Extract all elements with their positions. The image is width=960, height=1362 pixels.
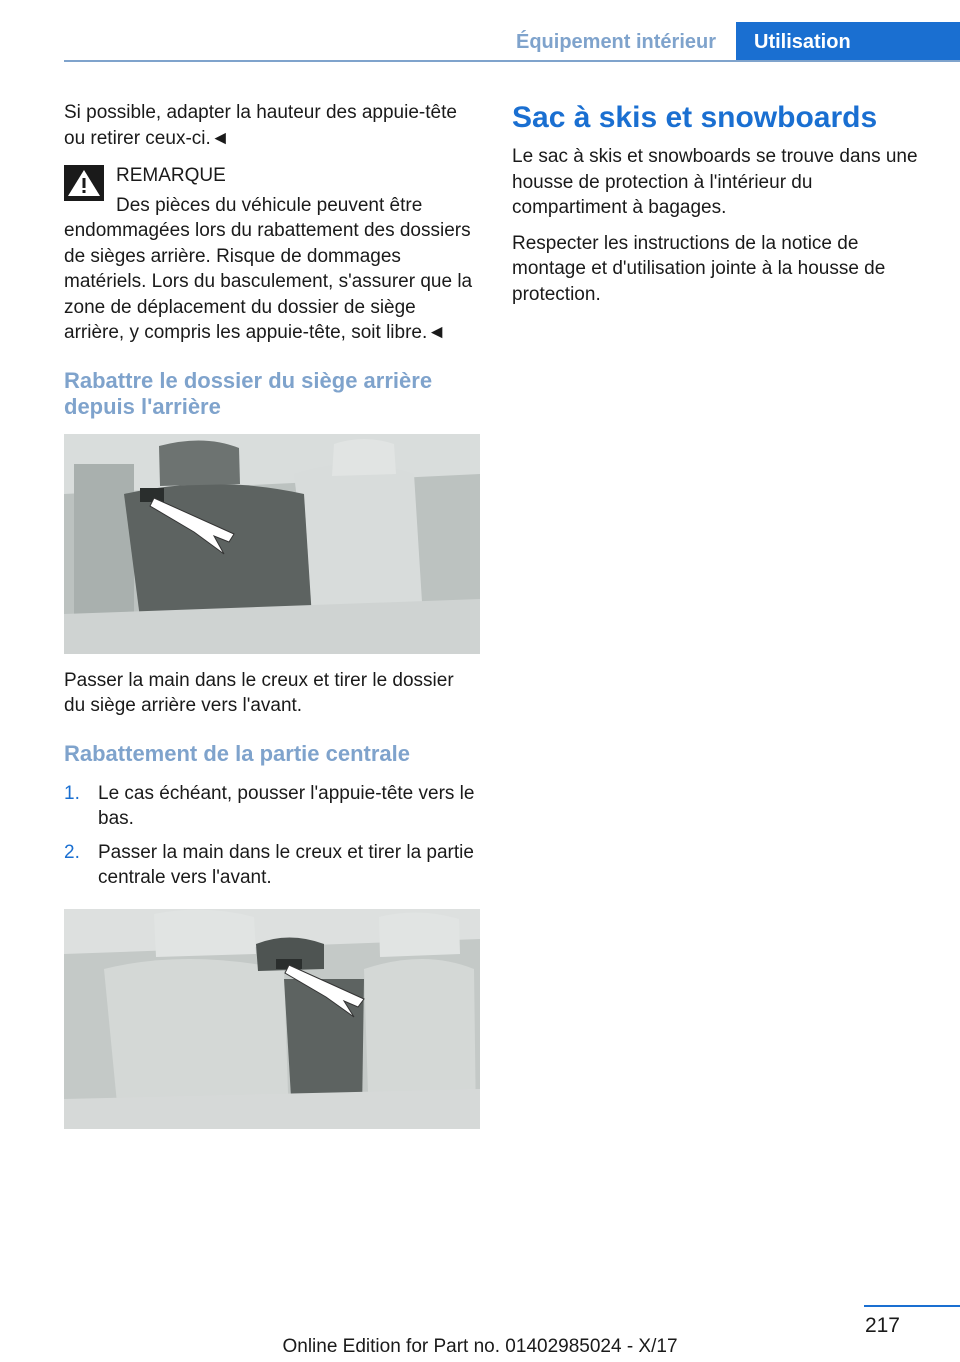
warning-text: Des pièces du véhicule peuvent être endommagées lors du rabattement des dossiers de sièges arrière. Risque de dommages matériels. Lors du basculement, s'assurer que la zone de déplacement du dossier de siège arrière, y compris les appuie-tête, soit libre.◄ (64, 194, 473, 343)
edition-footer: Online Edition for Part no. 01402985024 - X/17 (282, 1336, 678, 1357)
warning-title: REMARQUE (116, 165, 226, 186)
header-section: Équipement intérieur (515, 31, 717, 53)
ski-bag-location-text: Le sac à skis et snowboards se trouve dans une housse de protection à l'intérieur du compartiment à bagages. (512, 146, 918, 218)
step-text: Le cas échéant, pousser l'appuie-tête vers le bas. (98, 782, 475, 829)
section-heading-center: Rabattement de la partie centrale (64, 740, 411, 766)
steps-list (64, 781, 480, 891)
center-section-illustration (64, 909, 480, 1129)
header-divider (64, 60, 960, 62)
step-number: 2. (64, 841, 80, 863)
header-chapter-tab[interactable]: Utilisation (736, 22, 960, 62)
caption-rear-fold: Passer la main dans le creux et tirer le dossier du siège arrière vers l'avant. (64, 669, 454, 716)
ski-bag-instructions-text: Respecter les instructions de la notice de montage et d'utilisation jointe à la housse de protection. (512, 232, 886, 305)
list-item (64, 781, 480, 832)
left-column (64, 100, 480, 1143)
step-number: 1. (64, 782, 80, 804)
page-title: Sac à skis et snowboards (512, 101, 878, 134)
warning-icon (64, 165, 104, 201)
intro-text: Si possible, adapter la hauteur des appuie-tête ou retirer ceux-ci.◄ (64, 102, 457, 149)
warning-block (64, 163, 480, 346)
section-heading-rear-fold: Rabattre le dossier du siège arrière depuis l'arrière (64, 367, 433, 419)
right-column (512, 100, 928, 317)
page-number: 217 (864, 1314, 900, 1337)
step-text: Passer la main dans le creux et tirer la partie centrale vers l'avant. (98, 841, 474, 888)
seat-folding-illustration (64, 434, 480, 654)
footer-divider (864, 1305, 960, 1307)
list-item (64, 840, 480, 891)
